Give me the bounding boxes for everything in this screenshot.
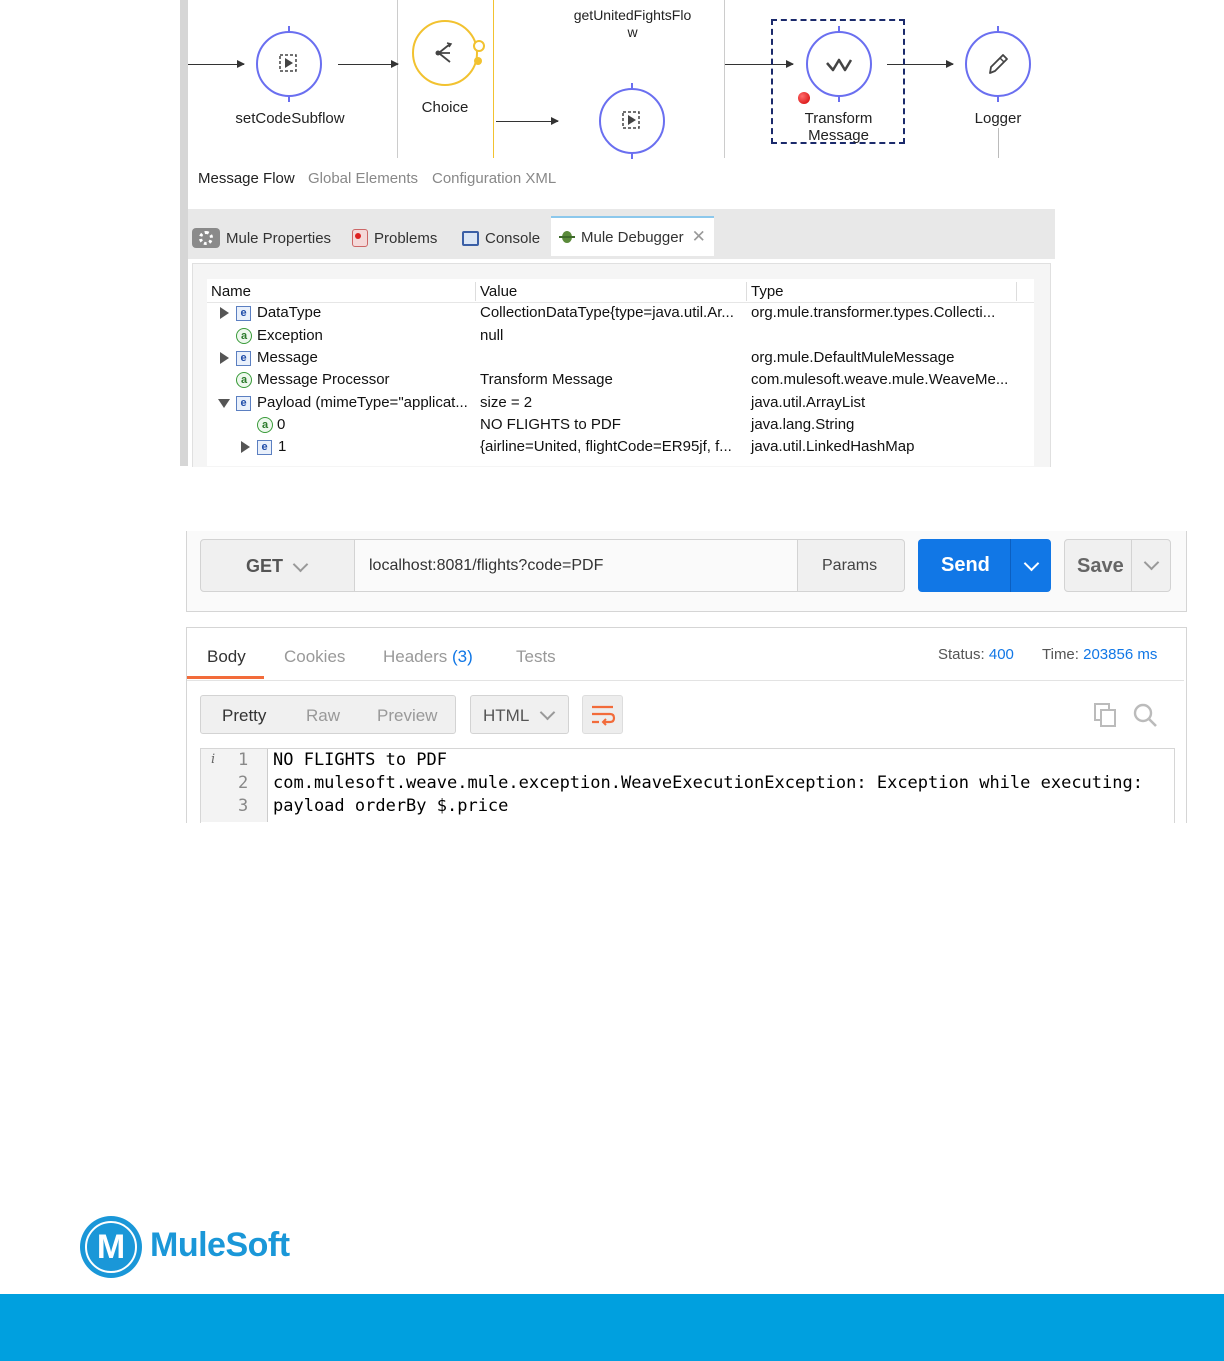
row-value: Transform Message [480,371,613,388]
tab-mule-properties[interactable] [192,218,331,258]
wrap-lines-icon [583,696,622,733]
node-tick [288,95,290,102]
tab-tests[interactable]: Tests [516,647,556,666]
expand-arrow-icon[interactable] [220,307,229,319]
set-code-subflow-node[interactable] [256,31,322,97]
element-icon: e [236,351,251,366]
tab-configuration-xml[interactable]: Configuration XML [432,170,557,187]
tab-label: Mule Debugger [581,228,684,246]
column-separator [1016,282,1017,301]
column-separator [746,282,747,301]
bug-icon [559,229,575,245]
method-select[interactable] [200,539,355,592]
active-tab-indicator [187,676,264,679]
flow-arrow [338,64,398,65]
footer-bar [0,1294,1224,1361]
row-type: java.util.ArrayList [751,394,866,411]
send-label: Send [941,554,990,576]
choice-port [474,57,482,65]
time-readout [1042,646,1157,663]
transform-message-label [775,110,902,144]
tab-console[interactable] [462,218,540,258]
status-readout [938,646,1014,663]
time-label: Time: [1042,646,1079,663]
logger-label: Logger [974,110,1022,127]
node-tick [631,152,633,159]
row-name: DataType [257,304,322,321]
flow-arrow [496,121,558,122]
element-icon: e [236,306,251,321]
wrap-lines-button[interactable] [582,695,623,734]
logger-connector [998,128,999,158]
mulesoft-logo [80,1216,142,1278]
dataweave-icon [808,33,870,95]
row-value: NO FLIGHTS to PDF [480,416,621,433]
chevron-down-icon [540,705,556,721]
code-line: NO FLIGHTS to PDF [273,750,447,770]
flow-arrow [188,64,244,65]
copy-icon[interactable] [1093,702,1119,728]
transform-message-node[interactable] [806,31,872,97]
row-name: 1 [278,438,287,455]
logo-mark: M [96,1228,126,1266]
tab-cookies[interactable]: Cookies [284,647,346,666]
table-row[interactable] [207,436,1034,458]
time-value: 203856 ms [1083,646,1158,663]
chevron-down-icon [1024,556,1040,572]
column-header-value[interactable]: Value [480,283,518,300]
info-icon[interactable]: i [211,752,216,767]
united-flow-reference-node[interactable] [599,88,665,154]
table-row[interactable] [207,369,1034,391]
code-line: com.mulesoft.weave.mule.exception.WeaveExecutionException: Exception while executing: [273,773,1143,793]
url-input[interactable] [354,539,798,592]
tab-label: Problems [374,229,438,247]
node-tick [997,26,999,33]
language-select[interactable] [470,695,569,734]
node-tick [838,26,840,33]
brand-wordmark: MuleSoft [150,1226,290,1264]
code-line: payload orderBy $.price [273,796,509,816]
line-number: 1 [238,750,249,770]
attribute-icon: a [236,328,252,344]
send-options-dropdown[interactable] [1010,539,1051,592]
element-icon: e [236,396,251,411]
table-row[interactable] [207,414,1034,436]
save-label: Save [1077,555,1124,577]
language-label: HTML [483,706,530,725]
save-button[interactable] [1064,539,1132,592]
row-value: CollectionDataType{type=java.util.Ar... [480,304,734,321]
row-name: Payload (mimeType="applicat... [257,394,468,411]
attribute-icon: a [257,417,273,433]
console-icon [462,231,479,246]
united-flow-label: getUnitedFightsFlo w [573,7,692,40]
chevron-down-icon [293,557,309,573]
lane-divider [724,0,725,158]
collapse-arrow-icon[interactable] [218,399,230,408]
canvas-left-border [180,0,188,466]
row-type: org.mule.transformer.types.Collecti... [751,304,996,321]
row-type: java.util.LinkedHashMap [751,438,915,455]
row-name: Exception [257,327,323,344]
row-name: Message [257,349,318,366]
element-icon: e [257,440,272,455]
row-value: {airline=United, flightCode=ER95jf, f... [480,438,732,455]
node-tick [997,95,999,102]
problems-icon [352,229,368,247]
save-options-dropdown[interactable] [1131,539,1171,592]
expand-arrow-icon[interactable] [241,441,250,453]
headers-count-badge: (3) [452,647,473,666]
flow-reference-icon [601,90,663,152]
expand-arrow-icon[interactable] [220,352,229,364]
status-label: Status: [938,646,985,663]
breakpoint-icon[interactable] [798,92,810,104]
tab-headers[interactable] [383,647,473,667]
choice-label: Choice [421,99,469,116]
close-icon[interactable]: ✕ [691,227,706,246]
params-label: Params [822,557,878,574]
format-tab-group [200,695,456,734]
flow-reference-icon [258,33,320,95]
gear-icon [192,228,220,248]
column-header-name[interactable]: Name [211,283,252,300]
line-number: 3 [238,796,249,816]
transform-label-line: Transform [804,110,873,127]
table-row[interactable] [207,347,1034,369]
tab-divider [187,680,1184,681]
tab-global-elements[interactable]: Global Elements [308,170,419,187]
row-type: com.mulesoft.weave.mule.WeaveMe... [751,371,1009,388]
row-value: null [480,327,504,344]
tab-problems[interactable] [352,218,437,258]
params-button[interactable] [797,539,905,592]
choice-lane-divider [493,0,494,158]
row-type: java.lang.String [751,416,855,433]
column-header-type[interactable]: Type [751,283,784,300]
table-row[interactable] [207,392,1034,414]
row-value: size = 2 [480,394,533,411]
format-tab-pretty[interactable]: Pretty [222,706,267,725]
pencil-icon [967,33,1029,95]
node-tick [288,26,290,33]
tab-headers-label: Headers [383,647,448,666]
line-number: 2 [238,773,249,793]
node-tick [838,95,840,102]
table-row[interactable] [207,325,1034,347]
format-tab-preview[interactable]: Preview [377,706,438,725]
row-type: org.mule.DefaultMuleMessage [751,349,955,366]
row-name: 0 [277,416,286,433]
logger-node[interactable] [965,31,1031,97]
search-icon[interactable] [1132,702,1160,728]
tab-message-flow[interactable]: Message Flow [198,170,295,187]
url-text: localhost:8081/flights?code=PDF [369,557,604,574]
row-name: Message Processor [257,371,390,388]
transform-label-line: Message [808,127,869,144]
choice-branch-icon [414,22,476,84]
format-tab-raw[interactable]: Raw [306,706,341,725]
choice-router-node[interactable] [412,20,478,86]
table-row[interactable] [207,302,1034,324]
attribute-icon: a [236,372,252,388]
tab-mule-debugger[interactable] [551,216,714,256]
tab-label: Mule Properties [226,229,332,247]
method-label: GET [246,556,284,576]
column-separator [475,282,476,301]
chevron-down-icon [1144,555,1160,571]
send-button[interactable] [918,539,1010,592]
set-code-subflow-label: setCodeSubflow [235,110,345,127]
status-value: 400 [988,646,1014,663]
tab-label: Console [485,229,541,247]
lane-divider [397,0,398,158]
tab-body[interactable]: Body [207,647,246,666]
choice-port [473,40,485,52]
node-tick [631,83,633,90]
